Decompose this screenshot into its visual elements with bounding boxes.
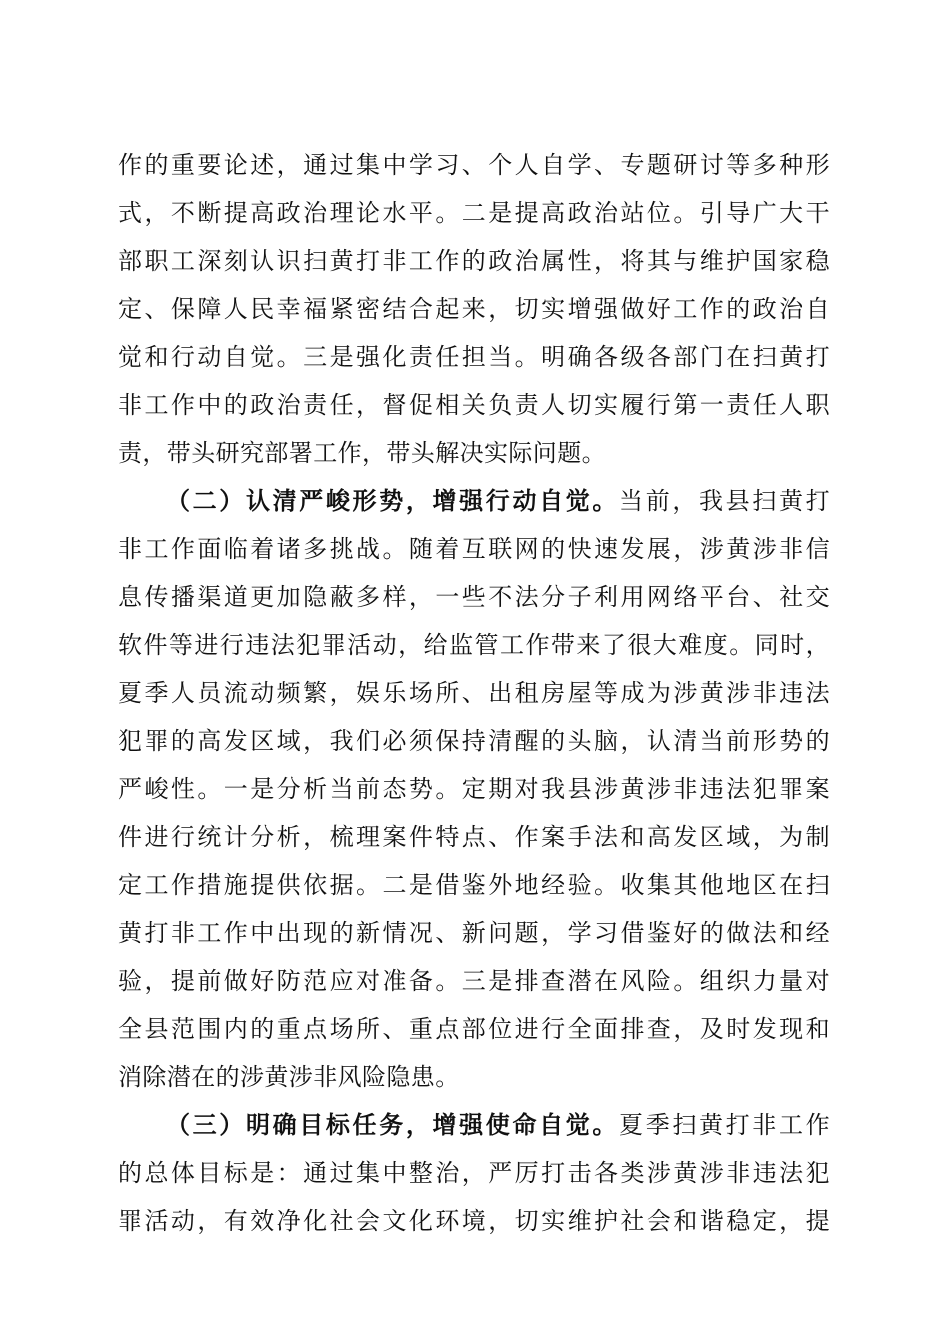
text-line: 觉和行动自觉。三是强化责任担当。明确各级各部门在扫黄打 bbox=[118, 343, 830, 371]
text-run: 夏季扫黄打非工作 bbox=[619, 1111, 830, 1139]
text-line: 部职工深刻认识扫黄打非工作的政治属性，将其与维护国家稳 bbox=[118, 247, 830, 275]
paragraph-2 bbox=[118, 477, 830, 1101]
text-line: 消除潜在的涉黄涉非风险隐患。 bbox=[118, 1063, 460, 1091]
paragraph-first-line bbox=[118, 1101, 830, 1149]
document-body bbox=[118, 141, 830, 1245]
text-run: 当前，我县扫黄打 bbox=[619, 487, 830, 515]
text-line: 作的重要论述，通过集中学习、个人自学、专题研讨等多种形 bbox=[118, 151, 830, 179]
text-line: 的总体目标是：通过集中整治，严厉打击各类涉黄涉非违法犯 bbox=[118, 1159, 830, 1187]
paragraph-1 bbox=[118, 141, 830, 477]
text-line: 定、保障人民幸福紧密结合起来，切实增强做好工作的政治自 bbox=[118, 295, 830, 323]
paragraph-first-line bbox=[118, 477, 830, 525]
paragraph-3 bbox=[118, 1101, 830, 1245]
text-line: 软件等进行违法犯罪活动，给监管工作带来了很大难度。同时， bbox=[118, 631, 830, 659]
text-line: 严峻性。一是分析当前态势。定期对我县涉黄涉非违法犯罪案 bbox=[118, 775, 830, 803]
text-line: 息传播渠道更加隐蔽多样，一些不法分子利用网络平台、社交 bbox=[118, 583, 830, 611]
text-line: 非工作面临着诸多挑战。随着互联网的快速发展，涉黄涉非信 bbox=[118, 535, 830, 563]
text-line: 夏季人员流动频繁，娱乐场所、出租房屋等成为涉黄涉非违法 bbox=[118, 679, 830, 707]
section-heading: （二）认清严峻形势，增强行动自觉。 bbox=[166, 486, 620, 515]
text-line: 黄打非工作中出现的新情况、新问题，学习借鉴好的做法和经 bbox=[118, 919, 830, 947]
text-line: 件进行统计分析，梳理案件特点、作案手法和高发区域，为制 bbox=[118, 823, 830, 851]
text-line: 责，带头研究部署工作，带头解决实际问题。 bbox=[118, 439, 606, 467]
text-line: 定工作措施提供依据。二是借鉴外地经验。收集其他地区在扫 bbox=[118, 871, 830, 899]
text-line: 非工作中的政治责任，督促相关负责人切实履行第一责任人职 bbox=[118, 391, 830, 419]
text-line: 全县范围内的重点场所、重点部位进行全面排查，及时发现和 bbox=[118, 1015, 830, 1043]
text-line: 罪活动，有效净化社会文化环境，切实维护社会和谐稳定，提 bbox=[118, 1207, 830, 1235]
section-heading: （三）明确目标任务，增强使命自觉。 bbox=[166, 1110, 620, 1139]
text-line: 验，提前做好防范应对准备。三是排查潜在风险。组织力量对 bbox=[118, 967, 830, 995]
text-line: 犯罪的高发区域，我们必须保持清醒的头脑，认清当前形势的 bbox=[118, 727, 830, 755]
text-line: 式，不断提高政治理论水平。二是提高政治站位。引导广大干 bbox=[118, 199, 830, 227]
